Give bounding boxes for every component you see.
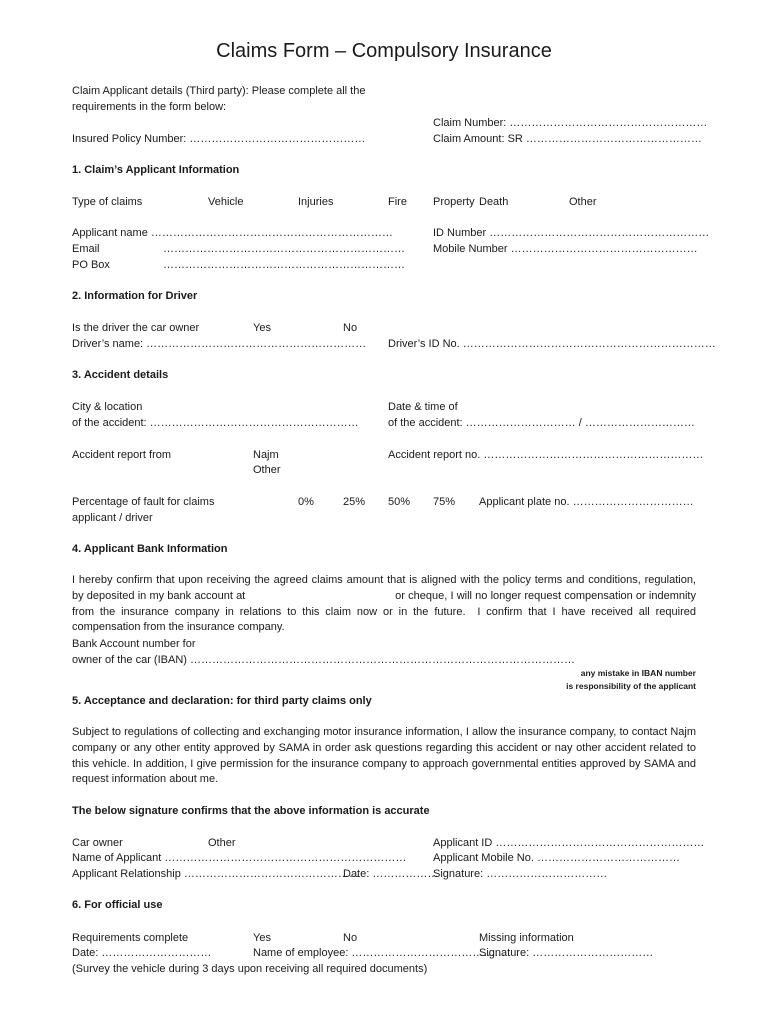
section-2-heading: 2. Information for Driver	[72, 290, 198, 302]
applicant-id-field[interactable]: Applicant ID …………………………………………………	[433, 837, 705, 849]
date-time-field[interactable]: of the accident: ………………………… / …………………………	[388, 417, 695, 429]
bank-account-label: Bank Account number for	[72, 638, 196, 650]
driver-owner-question: Is the driver the car owner	[72, 322, 200, 334]
city-location-label: City & location	[72, 401, 143, 413]
report-number-field[interactable]: Accident report no. ……………………………………………………	[388, 449, 704, 461]
claim-type-injuries[interactable]: Injuries	[298, 196, 334, 208]
section-4-heading: 4. Applicant Bank Information	[72, 543, 228, 555]
declaration-paragraph: Subject to regulations of collecting and exchanging motor insurance information, I allow the insurance company, to contact Najm company or any other entity approved by SAMA in order ask questions regarding this accident or nay other accident related to this vehicle. In addition, I give permission for the insurance company to approach governmental entities approved by SAMA and request information about me.	[72, 726, 696, 786]
other-option[interactable]: Other	[208, 837, 236, 849]
claim-amount-field[interactable]: Claim Amount: SR …………………………………………	[433, 133, 702, 145]
requirements-yes[interactable]: Yes	[253, 932, 271, 944]
iban-note-1: any mistake in IBAN number	[580, 668, 696, 678]
intro-line-1: Claim Applicant details (Third party): Please complete all the	[72, 85, 366, 97]
claim-type-fire[interactable]: Fire	[388, 196, 407, 208]
report-from-najm[interactable]: Najm	[253, 449, 279, 461]
claim-type-property[interactable]: Property	[433, 196, 475, 208]
section-3-heading: 3. Accident details	[72, 369, 169, 381]
applicant-mobile-field[interactable]: Applicant Mobile No. …………………………………	[433, 852, 680, 864]
claim-type-other[interactable]: Other	[569, 196, 597, 208]
type-of-claims-label: Type of claims	[72, 196, 143, 208]
applicant-relationship-field[interactable]: Applicant Relationship …………………………………………	[72, 868, 360, 880]
iban-note-2: is responsibility of the applicant	[566, 681, 696, 691]
id-number-field[interactable]: ID Number ……………………………………………………	[433, 227, 710, 239]
intro-line-2: requirements in the form below:	[72, 101, 227, 113]
applicant-signature-field[interactable]: Signature: ……………………………	[433, 868, 608, 880]
report-from-label: Accident report from	[72, 449, 172, 461]
applicant-name-field[interactable]: Applicant name …………………………………………………………	[72, 227, 393, 239]
form-title: Claims Form – Compulsory Insurance	[216, 40, 552, 62]
iban-field[interactable]: owner of the car (IBAN) ……………………………………………………………………………………………	[72, 654, 575, 666]
report-from-other[interactable]: Other	[253, 464, 281, 476]
declaration-date-field[interactable]: Date: ………………	[343, 868, 439, 880]
missing-information-option[interactable]: Missing information	[479, 932, 574, 944]
official-date-field[interactable]: Date: …………………………	[72, 947, 212, 959]
city-location-field[interactable]: of the accident: …………………………………………………	[72, 417, 359, 429]
section-5-heading: 5. Acceptance and declaration: for third party claims only	[72, 695, 372, 707]
fault-25-percent[interactable]: 25%	[343, 496, 366, 508]
pobox-label: PO Box	[72, 259, 110, 271]
driver-owner-yes[interactable]: Yes	[253, 322, 271, 334]
fault-0-percent[interactable]: 0%	[298, 496, 314, 508]
claim-type-death[interactable]: Death	[479, 196, 509, 208]
car-owner-option[interactable]: Car owner	[72, 837, 123, 849]
official-signature-field[interactable]: Signature: ……………………………	[479, 947, 654, 959]
claim-type-vehicle[interactable]: Vehicle	[208, 196, 244, 208]
applicant-name-sig-field[interactable]: Name of Applicant …………………………………………………………	[72, 852, 407, 864]
date-time-label: Date & time of	[388, 401, 458, 413]
fault-50-percent[interactable]: 50%	[388, 496, 411, 508]
bank-confirmation-paragraph: I hereby confirm that upon receiving the agreed claims amount that is aligned with the policy terms and conditions, regulation, by deposited in my bank account at or cheque, I will no longer request compensation or indemnity from the insurance company in relations to this claim now or in the future. I confirm that I have received all required compensation from the insurance company.	[72, 574, 700, 634]
driver-name-field[interactable]: Driver’s name: ……………………………………………………	[72, 338, 367, 350]
requirements-no[interactable]: No	[343, 932, 358, 944]
plate-number-field[interactable]: Applicant plate no. ……………………………	[479, 496, 694, 508]
email-field[interactable]: …………………………………………………………	[163, 243, 405, 255]
fault-label-1: Percentage of fault for claims	[72, 496, 215, 508]
fault-label-2: applicant / driver	[72, 512, 153, 524]
driver-id-field[interactable]: Driver’s ID No. ……………………………………………………………	[388, 338, 716, 350]
signature-confirm-heading: The below signature confirms that the above information is accurate	[72, 805, 430, 817]
claim-number-field[interactable]: Claim Number: ………………………………………………	[433, 117, 708, 129]
driver-owner-no[interactable]: No	[343, 322, 358, 334]
requirements-complete-label: Requirements complete	[72, 932, 189, 944]
survey-note: (Survey the vehicle during 3 days upon receiving all required documents)	[72, 963, 428, 975]
pobox-field[interactable]: …………………………………………………………	[163, 259, 405, 271]
insured-policy-field[interactable]: Insured Policy Number: …………………………………………	[72, 133, 366, 145]
email-label: Email	[72, 243, 100, 255]
mobile-number-field[interactable]: Mobile Number ……………………………………………	[433, 243, 698, 255]
employee-name-field[interactable]: Name of employee: ……………………………………	[253, 947, 506, 959]
section-1-heading: 1. Claim’s Applicant Information	[72, 164, 240, 176]
section-6-heading: 6. For official use	[72, 899, 163, 911]
fault-75-percent[interactable]: 75%	[433, 496, 456, 508]
